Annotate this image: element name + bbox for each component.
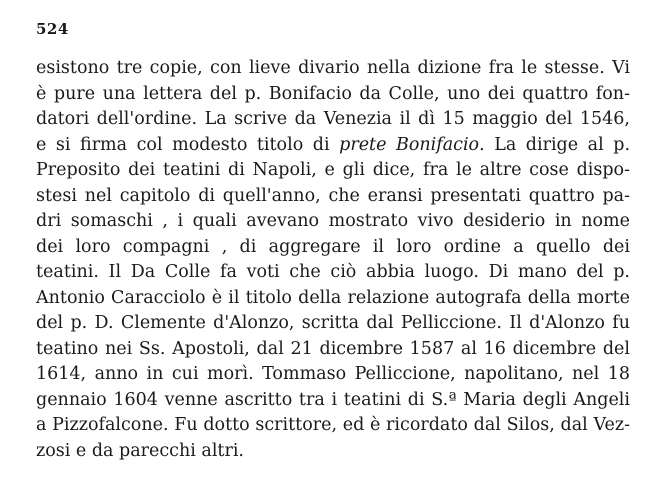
body-paragraph <box>36 56 630 464</box>
italic-title: prete Bonifacio <box>339 134 480 155</box>
text-line: teatini. Il Da Colle fa voti che ciò abbia luogo. Di mano del p. <box>36 262 630 282</box>
text-line: esistono tre copie, con lieve divario nella dizione fra le stesse. Vi <box>36 58 630 78</box>
text-line: dri somaschi , i quali avevano mostrato vivo desiderio in nome <box>36 211 630 231</box>
page-number: 524 <box>36 20 69 38</box>
text-line: teatino nei Ss. Apostoli, dal 21 dicembre 1587 al 16 dicembre del <box>36 338 630 359</box>
text-line: è pure una lettera del p. Bonifacio da Colle, uno dei quattro fon- <box>36 83 630 104</box>
text-line <box>36 133 630 159</box>
text-line: a Pizzofalcone. Fu dotto scrittore, ed è ricordato dal Silos, dal Vez- <box>36 415 630 435</box>
text-line: datori dell'ordine. La scrive da Venezia il dì 15 maggio del 1546, <box>36 109 630 129</box>
text-line: 1614, anno in cui morì. Tommaso Pelliccione, napolitano, nel 18 <box>36 364 630 384</box>
text-line: gennaio 1604 venne ascritto tra i teatini di S.ª Maria degli Angeli <box>36 389 630 410</box>
text-line: dei loro compagni , di aggregare il loro ordine a quello dei <box>36 236 630 257</box>
text-segment: . La dirige al p. <box>479 134 631 155</box>
text-line: del p. D. Clemente d'Alonzo, scritta dal Pelliccione. Il d'Alonzo fu <box>36 313 630 333</box>
text-line: stesi nel capitolo di quell'anno, che eransi presentati quattro pa- <box>36 185 630 206</box>
text-line: Antonio Caracciolo è il titolo della relazione autografa della morte <box>36 287 630 308</box>
text-segment: e si firma col modesto titolo di <box>36 134 340 155</box>
text-line: Preposito dei teatini di Napoli, e gli dice, fra le altre cose dispo- <box>36 160 630 180</box>
text-line: zosi e da parecchi altri. <box>36 440 244 461</box>
